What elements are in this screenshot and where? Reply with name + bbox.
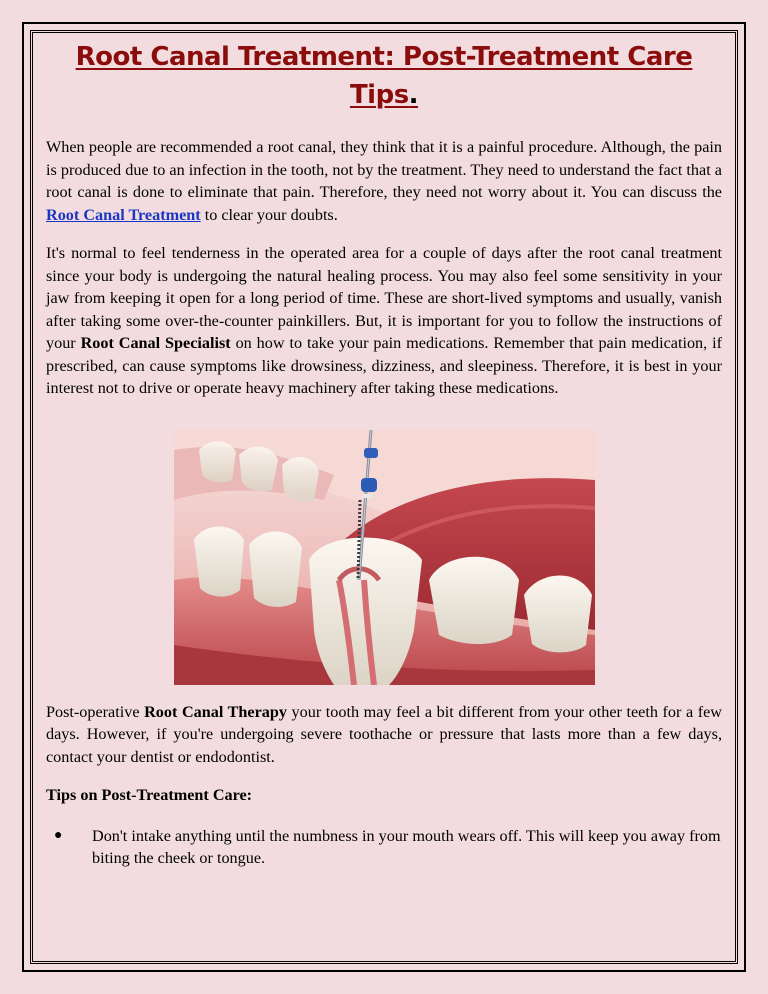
tips-heading: Tips on Post-Treatment Care:: [46, 786, 253, 804]
bullet-icon: ●: [54, 827, 63, 843]
healing-paragraph: It's normal to feel tenderness in the operated area for a couple of days after the root canal treatment since your body is undergoing the natural healing process. You may also feel some sensitivity in your jaw from keeping it open for a long period of time. These are short-lived symptoms and usually, vanish after taking some over-the-counter painkillers. But, it is important for you to follow the instructions of your Root Canal Specialist on how to take your pain medications. Remember that pain medication, if prescribed, can cause symptoms like drowsiness, dizziness, and sleepiness. Therefore, it is best in your interest not to drive or operate heavy machinery after taking these medications.: [46, 244, 722, 397]
page-title: Root Canal Treatment: Post-Treatment Care Tips.: [75, 42, 693, 110]
list-item: ● Don't intake anything until the numbness in your mouth wears off. This will keep you away from biting the cheek or tongue.: [54, 826, 721, 867]
intro-paragraph: When people are recommended a root canal, they think that it is a painful procedure. Although, the pain is produced due to an infection in the tooth, not by the treatment. They need to understand the fact that a root canal is done to eliminate that pain. Therefore, they need not worry about it. You can discuss the Root Canal Treatment to clear your doubts.: [46, 138, 722, 224]
root-canal-specialist-term: Root Canal Specialist: [80, 334, 231, 352]
tips-list: [46, 825, 722, 870]
post-operative-paragraph: Post-operative Root Canal Therapy your tooth may feel a bit different from your other teeth for a few days. However, if you're undergoing severe toothache or pressure that lasts more than a few days, contact your dentist or endodontist.: [46, 702, 722, 766]
root-canal-treatment-link[interactable]: Root Canal Treatment: [46, 205, 201, 224]
root-canal-illustration: [174, 430, 595, 685]
root-canal-therapy-term: Root Canal Therapy: [144, 702, 287, 721]
document-body: [46, 38, 722, 870]
